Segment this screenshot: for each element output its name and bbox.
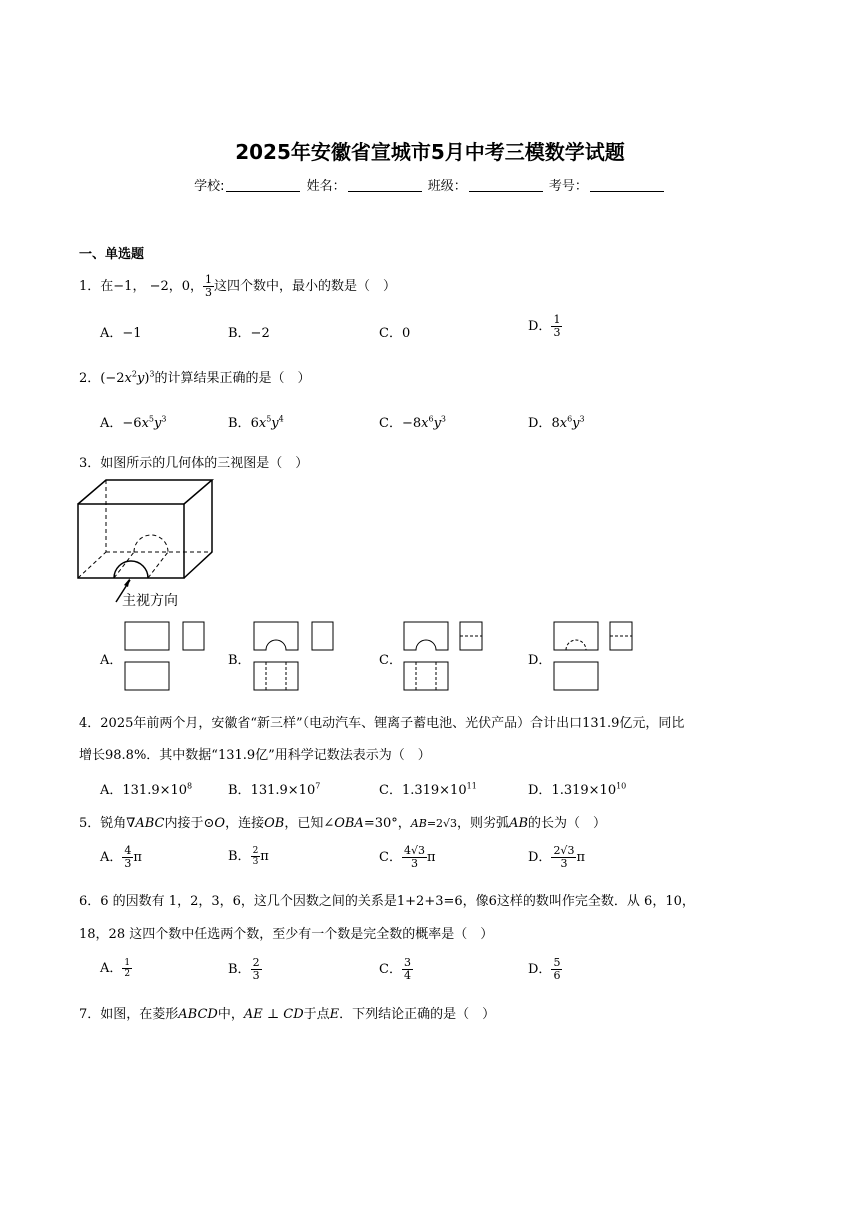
q3-option-d-views[interactable]: [552, 620, 642, 694]
q1-option-d[interactable]: D． $\frac{1}{3}$: [528, 313, 561, 339]
exam-no-blank[interactable]: [590, 179, 664, 192]
q3-option-a-label[interactable]: A．: [100, 653, 123, 668]
question-1: [79, 274, 396, 299]
q1-option-b[interactable]: B．−2: [228, 326, 270, 341]
q1-fraction: $\frac{1}{3}$: [205, 273, 213, 299]
q5-option-d[interactable]: D． $\frac{2√3}{3}$ π: [528, 844, 585, 870]
q5-option-c[interactable]: C． $\frac{4√3}{3}$ π: [379, 844, 436, 870]
school-label: 学校:: [194, 179, 225, 194]
q2-option-b[interactable]: B．$6x^5y^4$: [228, 414, 284, 431]
q4-option-d[interactable]: D．$1.319\times 10^{10}$: [528, 781, 627, 798]
question-6-line-2: 18，28 这四个数中任选两个数，至少有一个数是完全数的概率是（ ）: [79, 927, 494, 942]
question-5: 5．锐角∇ABC内接于⊙O，连接OB，已知∠OBA=30°，AB=2√3，则劣弧AB的长为（ ）: [79, 816, 607, 831]
q1-numbers: −1， −2，0，: [113, 279, 204, 294]
name-label: 姓名：: [306, 179, 346, 194]
q5-option-a[interactable]: A． $\frac{4}{3}$ π: [100, 844, 142, 870]
q3-option-b-label[interactable]: B．: [228, 653, 251, 668]
q4-option-a[interactable]: A．$131.9\times 10^8$: [100, 781, 193, 798]
q2-stem: 的计算结果正确的是（ ）: [154, 371, 311, 386]
class-blank[interactable]: [469, 179, 543, 192]
q3-caption: 主视方向: [122, 593, 178, 609]
question-4-line-1: 4．2025年前两个月，安徽省“新三样”（电动汽车、锂离子蓄电池、光伏产品）合计出口131.9亿元，同比: [79, 716, 685, 731]
q1-stem-end: 这四个数中，最小的数是（ ）: [214, 279, 397, 294]
section-heading: 一、单选题: [79, 247, 145, 262]
q2-number: 2．: [79, 371, 101, 386]
q2-option-c[interactable]: C．$-8x^6y^3$: [379, 414, 447, 431]
question-3: 3．如图所示的几何体的三视图是（ ）: [79, 456, 309, 471]
page-title: 2025年安徽省宣城市5月中考三模数学试题: [235, 140, 625, 164]
q3-solid-figure: [74, 476, 219, 610]
q3-option-c-views[interactable]: [402, 620, 492, 694]
q6-option-d[interactable]: D． $\frac{5}{6}$: [528, 956, 561, 982]
q3-option-b-views[interactable]: [252, 620, 342, 694]
question-7: 7．如图，在菱形ABCD中，AE ⊥ CD于点E．下列结论正确的是（ ）: [79, 1007, 496, 1022]
q4-option-c[interactable]: C．$1.319\times 10^{11}$: [379, 781, 477, 798]
question-4-line-2: 增长98.8%．其中数据“131.9亿”用科学记数法表示为（ ）: [79, 748, 431, 763]
name-blank[interactable]: [348, 179, 422, 192]
question-6-line-1: 6．6 的因数有 1，2，3，6，这几个因数之间的关系是1+2+3=6，像6这样的数叫作完全数．从 6，10，: [79, 894, 695, 909]
q2-option-a[interactable]: A．$-6x^5y^3$: [100, 414, 167, 431]
q1-stem: 1．在: [79, 279, 114, 294]
q6-option-c[interactable]: C． $\frac{3}{4}$: [379, 956, 411, 982]
q3-option-a-views[interactable]: [123, 620, 213, 694]
q3-option-c-label[interactable]: C．: [379, 653, 402, 668]
exam-no-label: 考号：: [548, 179, 588, 194]
class-label: 班级：: [427, 179, 467, 194]
q1-option-c[interactable]: C．0: [379, 326, 411, 341]
q4-option-b[interactable]: B．$131.9\times 10^7$: [228, 781, 321, 798]
q2-option-d[interactable]: D．$8x^6y^3$: [528, 414, 585, 431]
q6-option-b[interactable]: B． $\frac{2}{3}$: [228, 956, 260, 982]
question-2: 2．$(-2x^2y)^3$的计算结果正确的是（ ）: [79, 369, 311, 386]
q6-option-a[interactable]: A． $\frac{1}{2}$: [100, 958, 131, 979]
q3-option-d-label[interactable]: D．: [528, 653, 552, 668]
student-info-line: [0, 175, 860, 194]
q5-option-b[interactable]: B． $\frac{2}{3}$ π: [228, 846, 269, 867]
q1-option-a[interactable]: A．−1: [100, 326, 142, 341]
school-blank[interactable]: [226, 179, 300, 192]
